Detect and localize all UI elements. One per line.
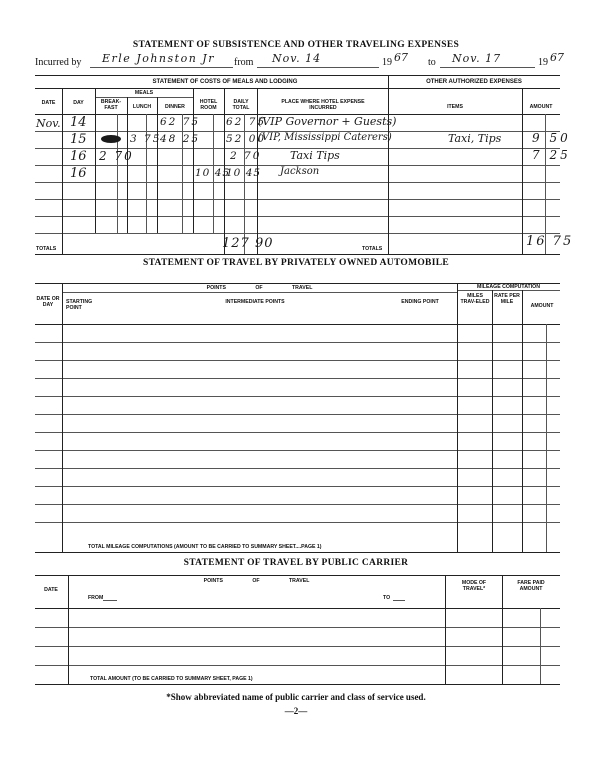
col-items: ITEMS (447, 104, 463, 110)
col-amount: AMOUNT (529, 104, 553, 110)
year-prefix-2: 19 (538, 57, 548, 68)
auto-col-ending: ENDING POINT (401, 299, 439, 305)
row-3-total[interactable]: 2 70 (230, 150, 262, 162)
carrier-col-date: DATE (44, 587, 58, 593)
row-3-breakfast[interactable]: 2 70 (99, 149, 134, 163)
row-2-items[interactable]: Taxi, Tips (448, 132, 502, 145)
other-expenses-title: OTHER AUTHORIZED EXPENSES (426, 79, 522, 85)
carrier-section-title: STATEMENT OF TRAVEL BY PUBLIC CARRIER (183, 558, 409, 568)
auto-mileage-computation: MILEAGE COMPUTATION (477, 284, 540, 290)
col-breakfast: BREAK-FAST (100, 99, 122, 111)
carrier-col-from: FROM (88, 595, 104, 601)
from-date-value[interactable]: Nov. 14 (272, 52, 322, 65)
form-title: STATEMENT OF SUBSISTENCE AND OTHER TRAVELING EXPENSES (132, 40, 460, 50)
carrier-total-label: TOTAL AMOUNT (TO BE CARRIED TO SUMMARY SHEET, PAGE 1) (90, 676, 253, 682)
col-hotel-room: HOTEL ROOM (199, 99, 218, 111)
row-3-place[interactable]: Taxi Tips (290, 149, 340, 162)
col-dinner: DINNER (165, 104, 185, 110)
col-daily-total: DAILY TOTAL (232, 99, 250, 111)
meals-group-header: MEALS (134, 90, 154, 96)
carrier-points-of-travel: POINTS OF TRAVEL (203, 578, 310, 584)
auto-col-starting: STARTING POINT (66, 299, 93, 311)
meals-section-title: STATEMENT OF COSTS OF MEALS AND LODGING (152, 79, 298, 85)
row-2-day[interactable]: 15 (70, 132, 87, 147)
auto-col-rate: RATE PER MILE (494, 293, 520, 305)
auto-col-intermediate: INTERMEDIATE POINTS (225, 299, 285, 305)
from-label: from (234, 57, 254, 68)
col-date: DATE (41, 100, 56, 106)
row-2-amount[interactable]: 9 50 (532, 131, 571, 145)
carrier-col-to: TO (383, 595, 391, 601)
row-1-total[interactable]: 62 75 (226, 116, 267, 128)
col-lunch: LUNCH (132, 104, 152, 110)
page-number: —2— (284, 706, 308, 716)
footer-note: *Show abbreviated name of public carrier and class of service used. (166, 692, 426, 702)
col-day: DAY (73, 100, 84, 106)
auto-points-of-travel: POINTS OF TRAVEL (206, 285, 313, 291)
row-2-place[interactable]: (VIP, Mississippi Caterers) (258, 132, 392, 143)
to-date-value[interactable]: Nov. 17 (452, 52, 502, 65)
row-2-dinner[interactable]: 48 25 (160, 133, 201, 145)
totals-label-right: TOTALS (362, 246, 383, 252)
auto-total-label: TOTAL MILEAGE COMPUTATIONS (AMOUNT TO BE CARRIED TO SUMMARY SHEET....PAGE 1) (88, 544, 322, 550)
row-1-date[interactable]: Nov. (36, 117, 61, 130)
col-place: PLACE WHERE HOTEL EXPENSE INCURRED (281, 99, 365, 111)
daily-total-sum[interactable]: 127 90 (222, 236, 274, 251)
auto-col-miles: MILES TRAV-ELED (460, 293, 490, 305)
incurred-by-label: Incurred by (35, 57, 82, 68)
row-2-total[interactable]: 52 00 (226, 133, 267, 145)
row-1-day[interactable]: 14 (70, 115, 87, 130)
row-2-lunch[interactable]: 3 75 (130, 133, 162, 145)
year-2-value[interactable]: 67 (550, 51, 564, 64)
row-2-breakfast-scribble (101, 135, 121, 143)
row-3-day[interactable]: 16 (70, 149, 87, 164)
row-4-hotel[interactable]: 10 45 (195, 167, 231, 179)
row-4-day[interactable]: 16 (70, 166, 87, 181)
to-label: to (428, 57, 436, 68)
row-1-dinner[interactable]: 62 75 (160, 116, 201, 128)
row-4-total[interactable]: 10 45 (226, 167, 262, 179)
auto-section-title: STATEMENT OF TRAVEL BY PRIVATELY OWNED AUTOMOBILE (143, 258, 449, 268)
row-1-place[interactable]: (VIP Governor + Guests) (258, 115, 397, 128)
row-4-place[interactable]: Jackson (280, 166, 320, 177)
totals-label-left: TOTALS (36, 246, 57, 252)
year-prefix-1: 19 (382, 57, 392, 68)
year-1-value[interactable]: 67 (394, 51, 408, 64)
carrier-col-mode: MODE OF TRAVEL* (461, 580, 487, 592)
auto-col-date: DATE OR DAY (36, 296, 60, 308)
other-expenses-total[interactable]: 16 75 (526, 234, 574, 249)
row-3-amount[interactable]: 7 25 (532, 148, 571, 162)
incurred-by-value[interactable]: Erle Johnston Jr (102, 52, 215, 65)
auto-col-amount: AMOUNT (530, 303, 554, 309)
carrier-col-fare: FARE PAID AMOUNT (517, 580, 545, 592)
